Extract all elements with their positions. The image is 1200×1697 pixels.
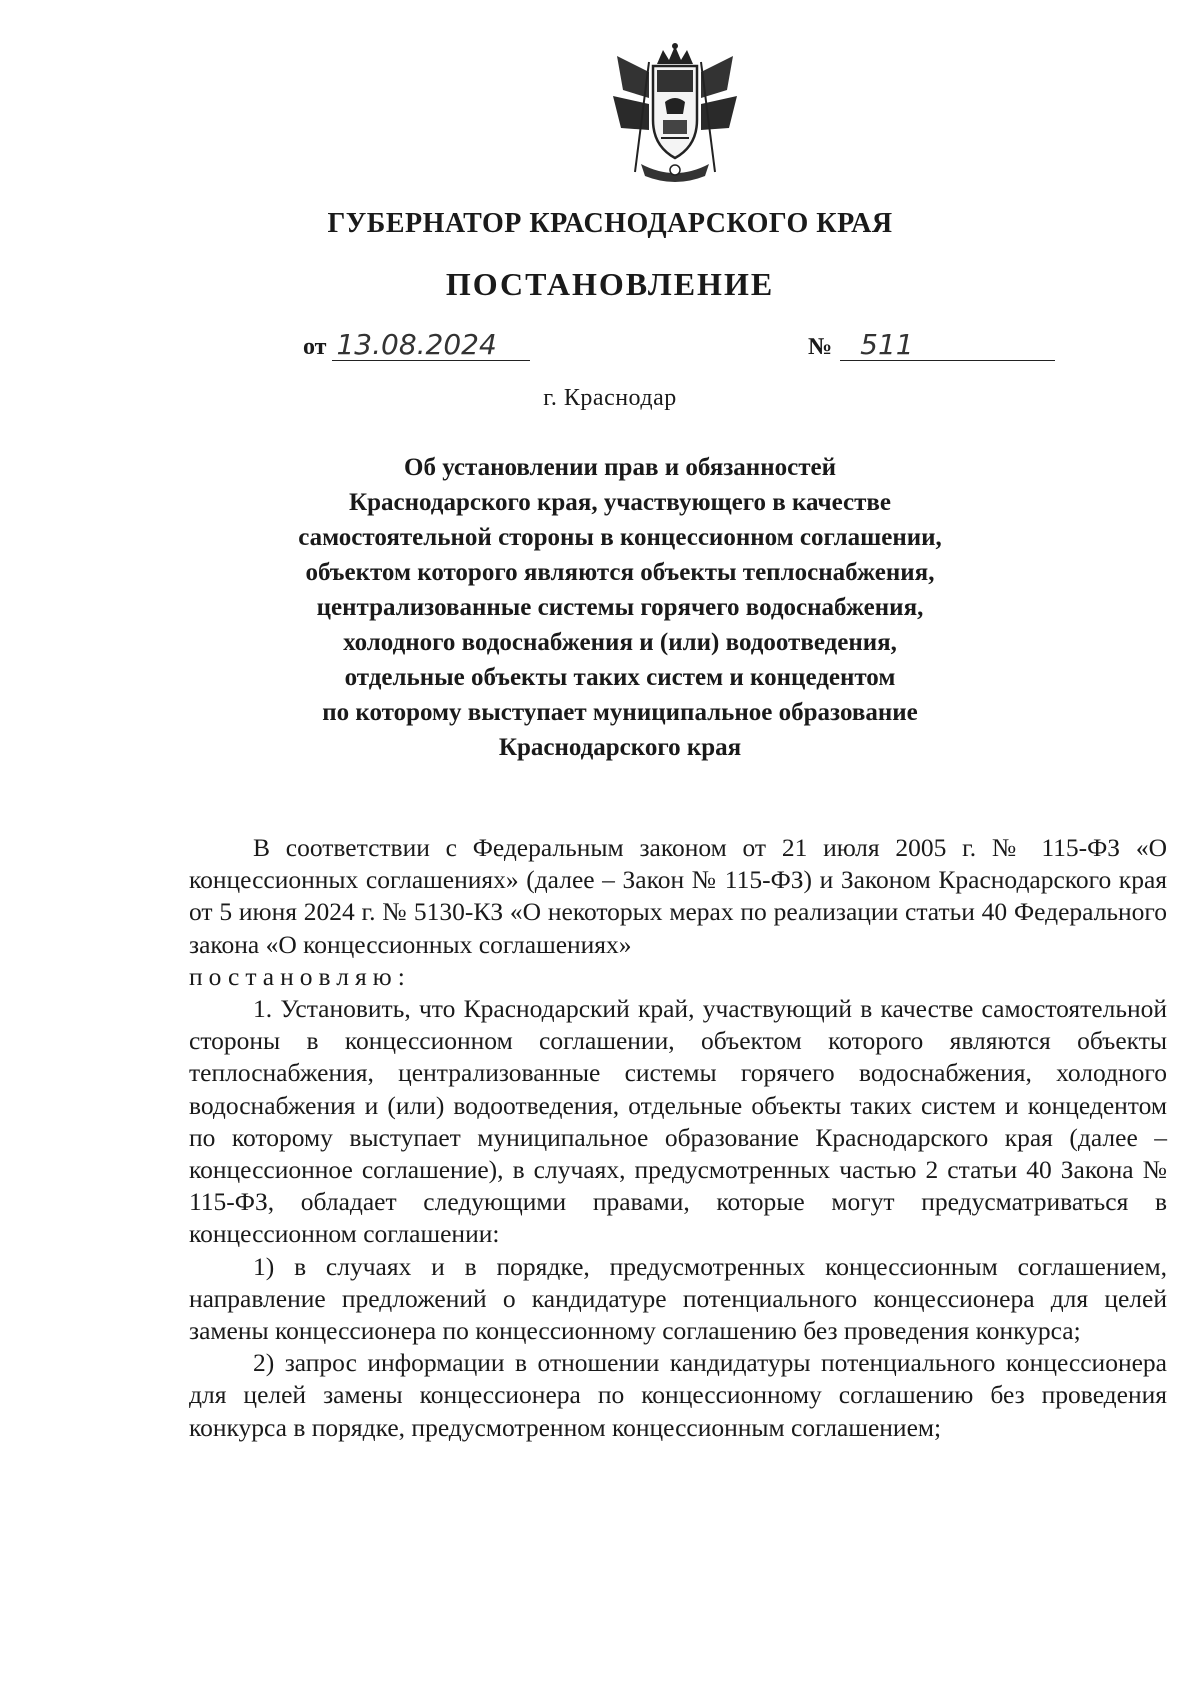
title-line: Об установлении прав и обязанностей [404,454,836,481]
document-type: ПОСТАНОВЛЕНИЕ [445,266,775,302]
title-line: объектом которого являются объекты теплоснабжения, [305,559,935,586]
document-title [240,450,1000,765]
resolve-word: постановляю: [189,961,411,991]
title-line: централизованные системы горячего водоснабжения, [316,594,924,621]
number-value: 511 [840,330,1055,361]
date-field [303,330,530,361]
title-line: по которому выступает муниципальное образование [322,699,918,726]
number-field [808,330,1055,361]
document-body [189,832,1167,1444]
title-line: Краснодарского края [498,734,742,761]
title-line: самостоятельной стороны в концессионном соглашении, [298,524,942,551]
issuing-authority: ГУБЕРНАТОР КРАСНОДАРСКОГО КРАЯ [327,208,893,239]
title-line: холодного водоснабжения и (или) водоотведения, [343,629,897,656]
krasnodar-coat-of-arms-emblem [605,42,745,187]
date-prefix: от [303,334,327,360]
subitem-1-paragraph: 1) в случаях и в порядке, предусмотренных концессионным соглашением, направление предложений о кандидатуре потенциального концессионера для целей замены концессионера по концессионному соглашению без проведения конкурса; [189,1251,1167,1346]
date-value: 13.08.2024 [332,330,530,361]
city: г. Краснодар [543,385,677,411]
preamble-paragraph: В соответствии с Федеральным законом от 21 июля 2005 г. № 115-ФЗ «О концессионных соглашениях» (далее – Закон № 115-ФЗ) и Законом Краснодарского края от 5 июня 2024 г. № 5130-КЗ «О некоторых мерах по реализации статьи 40 Федерального закона «О концессионных соглашениях» [189,833,1167,959]
title-line: отдельные объекты таких систем и концедентом [344,664,896,691]
subitem-2-paragraph: 2) запрос информации в отношении кандидатуры потенциального концессионера для целей замены концессионера по концессионному соглашению без проведения конкурса в порядке, предусмотренном концессионным соглашением; [189,1348,1167,1442]
number-prefix: № [808,334,833,360]
item-1-paragraph: 1. Установить, что Краснодарский край, участвующий в качестве самостоятельной стороны в концессионном соглашении, объектом которого являются объекты теплоснабжения, централизованные системы горячего водоснабжения, холодного водоснабжения и (или) водоотведения, отдельные объекты таких систем и концедентом по которому выступает муниципальное образование Краснодарского края (далее – концессионное соглашение), в случаях, предусмотренных частью 2 статьи 40 Закона № 115-ФЗ, обладает следующими правами, которые могут предусматриваться в концессионном соглашении: [189,994,1167,1249]
title-line: Краснодарского края, участвующего в качестве [348,489,891,516]
